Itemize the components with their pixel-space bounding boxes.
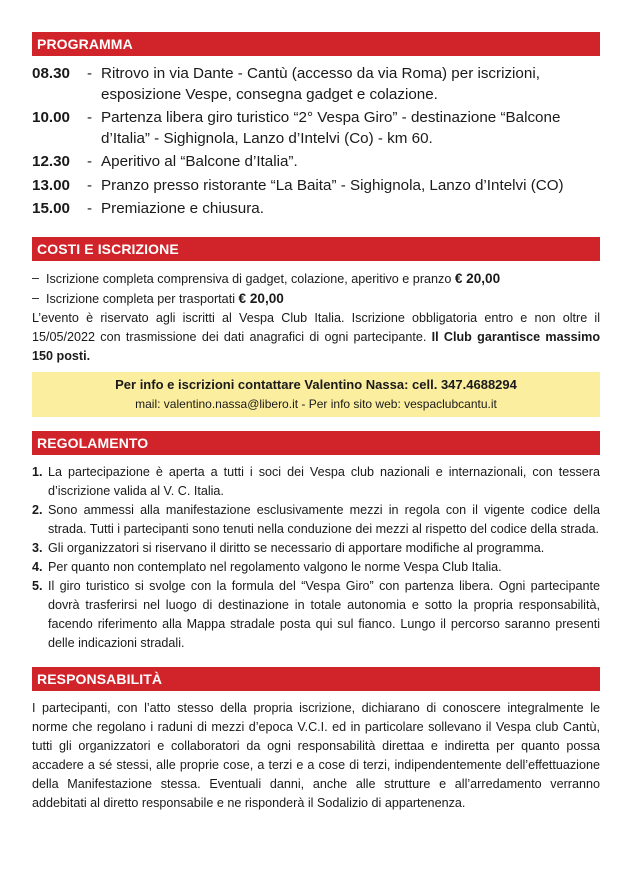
- programma-dash: -: [87, 176, 93, 194]
- programma-dash: -: [87, 153, 93, 170]
- rule-number: 2.: [32, 502, 43, 517]
- regolamento-list: [32, 463, 600, 653]
- programma-time: 08.30: [32, 65, 71, 82]
- info-mail-web: mail: valentino.nassa@libero.it - Per info sito web: vespaclubcantu.it: [135, 396, 497, 411]
- programma-text: Aperitivo al “Balcone d’Italia”.: [101, 153, 298, 170]
- rule-text: La partecipazione è aperta a tutti i soci dei Vespa club nazionali e internazionali, con tessera d’iscrizione valida al V. C. Italia.: [48, 464, 600, 498]
- cost-price: € 20,00: [238, 290, 284, 306]
- costi-note: [32, 309, 600, 366]
- programma-heading: PROGRAMMA: [32, 32, 600, 56]
- programma-text: Premiazione e chiusura.: [101, 200, 264, 217]
- programma-list: [32, 64, 600, 220]
- rule-text: Per quanto non contemplato nel regolamento valgono le norme Vespa Club Italia.: [48, 559, 502, 574]
- costi-heading: COSTI E ISCRIZIONE: [32, 237, 600, 261]
- rule-item: [32, 558, 600, 577]
- programma-dash: -: [87, 109, 93, 126]
- cost-text: [46, 289, 284, 309]
- programma-item: [32, 108, 600, 149]
- programma-time: 12.30: [32, 153, 71, 170]
- rule-number: 1.: [32, 464, 43, 479]
- cost-label: Iscrizione completa per trasportati: [46, 291, 235, 306]
- programma-item: [32, 176, 600, 197]
- cost-price: € 20,00: [454, 270, 501, 286]
- programma-text: Pranzo presso ristorante “La Baita” - Sighignola, Lanzo d’Intelvi (CO): [101, 176, 564, 194]
- info-box: [32, 372, 600, 417]
- cost-item: [32, 289, 600, 309]
- costi-note-text: L’evento è riservato agli iscritti al Vespa Club Italia. Iscrizione obbligatoria entro e non oltre il 15/05/2022 con trasmissione dei dati anagrafici di ogni partecipante.: [32, 310, 600, 344]
- cost-item: [32, 269, 600, 289]
- rule-number: 5.: [32, 578, 43, 593]
- programma-item: [32, 199, 600, 220]
- programma-dash: -: [87, 200, 93, 217]
- programma-time: 15.00: [32, 200, 71, 217]
- rule-text: Sono ammessi alla manifestazione esclusivamente mezzi in regola con il vigente codice della strada. Tutti i partecipanti sono tenuti nella conduzione dei mezzi al rispetto del codice della strada.: [48, 502, 600, 536]
- rule-number: 3.: [32, 540, 43, 555]
- rule-item: [32, 577, 600, 653]
- document-page: [32, 32, 600, 813]
- cost-text: [46, 269, 500, 289]
- regolamento-heading: REGOLAMENTO: [32, 431, 600, 455]
- programma-item: [32, 152, 600, 173]
- programma-item: [32, 64, 600, 105]
- programma-text: Ritrovo in via Dante - Cantù (accesso da via Roma) per iscrizioni, esposizione Vespe, consegna gadget e colazione.: [101, 65, 540, 103]
- rule-item: [32, 539, 600, 558]
- cost-label: Iscrizione completa comprensiva di gadget, colazione, aperitivo e pranzo: [46, 271, 452, 286]
- programma-time: 13.00: [32, 176, 71, 194]
- rule-text: Gli organizzatori si riservano il diritto se necessario di apportare modifiche al programma.: [48, 540, 545, 555]
- rule-item: [32, 463, 600, 501]
- rule-item: [32, 501, 600, 539]
- cost-dash: –: [32, 290, 40, 305]
- cost-dash: –: [32, 270, 40, 285]
- rule-text: Il giro turistico si svolge con la formula del “Vespa Giro” con partenza libera. Ogni partecipante dovrà trasferirsi nel luogo di destinazione in totale autonomia e sotto la propria responsabilità, facendo riferimento alla Mappa stradale posta qui sul fianco. Lungo il percorso saranno presenti delle indicazioni stradali.: [48, 578, 600, 650]
- responsabilita-heading: RESPONSABILITÀ: [32, 667, 600, 691]
- programma-time: 10.00: [32, 109, 71, 126]
- responsabilita-text: I partecipanti, con l’atto stesso della propria iscrizione, dichiarano di conoscere integralmente le norme che regolano i raduni di mezzi d’epoca V.C.I. ed in particolare sollevano il Vespa club Cantù, tutti gli organizzatori e collaboratori da ogni responsabilità direttaa e indiretta per quanto possa accadere a sé stessi, alle proprie cose, a terzi e a cose di terzi, indipendentemente dell’effettuazione della Manifestazione stessa. Eventuali danni, anche alle strutture e all’arredamento verranno addebitati al diretto responsabile e ne risponderà il Sodalizio di appartenenza.: [32, 700, 600, 810]
- programma-dash: -: [87, 65, 93, 82]
- costi-note-bold: Il Club garantisce massimo 150 posti.: [32, 329, 601, 363]
- rule-number: 4.: [32, 559, 43, 574]
- info-contact: Per info e iscrizioni contattare Valentino Nassa: cell. 347.4688294: [115, 376, 517, 392]
- programma-text: Partenza libera giro turistico “2° Vespa Giro” - destinazione “Balcone d’Italia” - Sighignola, Lanzo d’Intelvi (Co) - km 60.: [101, 109, 561, 147]
- costi-list: [32, 269, 600, 366]
